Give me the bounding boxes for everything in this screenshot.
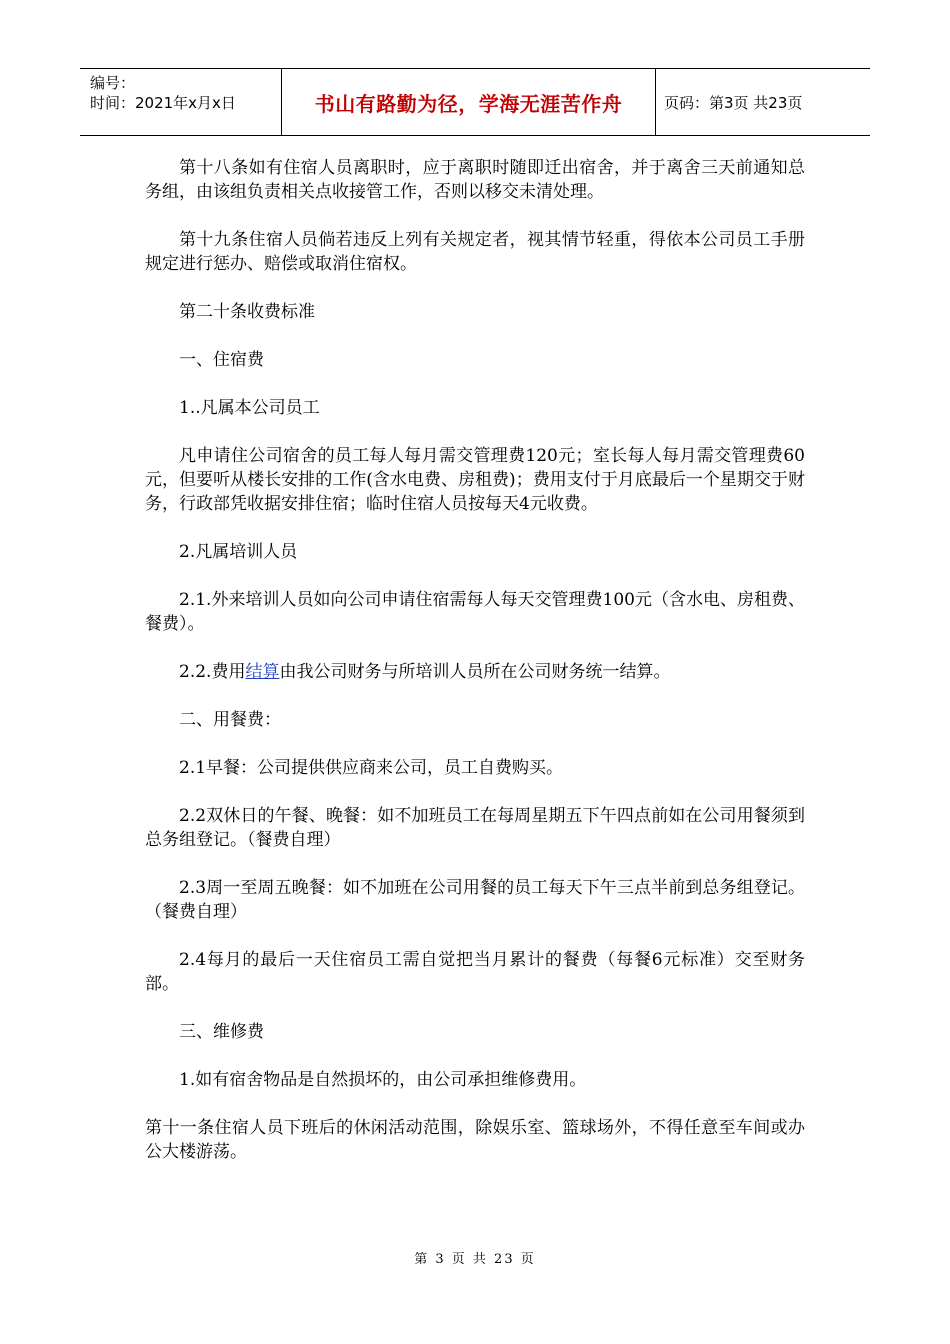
paragraph-weekday-dinner: 2.3周一至周五晚餐：如不加班在公司用餐的员工每天下午三点半前到总务组登记。（餐费自理） — [145, 878, 805, 922]
document-body — [145, 156, 805, 1188]
header-page-info: 页码：第3页 共23页 — [664, 93, 803, 112]
paragraph-article-11: 第十一条住宿人员下班后的休闲活动范围，除娱乐室、篮球场外，不得任意至车间或办公大楼游荡。 — [145, 1118, 805, 1162]
document-header — [80, 68, 870, 136]
paragraph-article-20-heading: 第二十条收费标准 — [179, 302, 315, 322]
subheading-company-staff: 1..凡属本公司员工 — [179, 398, 320, 418]
paragraph-natural-damage: 1.如有宿舍物品是自然损坏的，由公司承担维修费用。 — [179, 1070, 587, 1090]
paragraph-staff-fee: 凡申请住公司宿舍的员工每人每月需交管理费120元；室长每人每月需交管理费60元，但要听从楼长安排的工作(含水电费、房租费)；费用支付于月底最后一个星期交于财务，行政部凭收据安排住宿；临时住宿人员按每天4元收费。 — [145, 446, 805, 514]
paragraph-article-18: 第十八条如有住宿人员离职时，应于离职时随即迁出宿舍，并于离舍三天前通知总务组，由该组负责相关点收接管工作，否则以移交未清处理。 — [145, 158, 805, 202]
paragraph-article-19: 第十九条住宿人员倘若违反上列有关规定者，视其情节轻重，得依本公司员工手册规定进行惩办、赔偿或取消住宿权。 — [145, 230, 805, 274]
settlement-link[interactable]: 结算 — [245, 662, 280, 682]
subheading-trainees: 2.凡属培训人员 — [179, 542, 298, 562]
paragraph-weekend-meals: 2.2双休日的午餐、晚餐：如不加班员工在每周星期五下午四点前如在公司用餐须到总务组登记。（餐费自理） — [145, 806, 805, 850]
settlement-text-before: 2.2.费用 — [179, 662, 246, 682]
paragraph-monthly-meal-payment: 2.4每月的最后一天住宿员工需自觉把当月累计的餐费（每餐6元标准）交至财务部。 — [145, 950, 805, 994]
settlement-text-after: 由我公司财务与所培训人员所在公司财务统一结算。 — [279, 662, 671, 682]
paragraph-breakfast: 2.1早餐：公司提供供应商来公司，员工自费购买。 — [179, 758, 564, 778]
header-motto: 书山有路勤为径，学海无涯苦作舟 — [314, 91, 623, 116]
document-date-label: 时间：2021年x月x日 — [90, 94, 236, 112]
section-heading-meal-fee: 二、用餐费： — [179, 710, 281, 730]
header-meta-cell — [80, 69, 282, 135]
section-heading-repair-fee: 三、维修费 — [179, 1022, 264, 1042]
section-heading-lodging-fee: 一、住宿费 — [179, 350, 264, 370]
paragraph-trainee-fee: 2.1.外来培训人员如向公司申请住宿需每人每天交管理费100元（含水电、房租费、餐费）。 — [145, 590, 805, 634]
document-number-label: 编号： — [90, 74, 136, 92]
header-page-cell — [656, 69, 870, 135]
paragraph-settlement — [145, 660, 805, 684]
header-motto-cell — [282, 69, 656, 135]
page-footer: 第 3 页 共 23 页 — [414, 1252, 536, 1267]
